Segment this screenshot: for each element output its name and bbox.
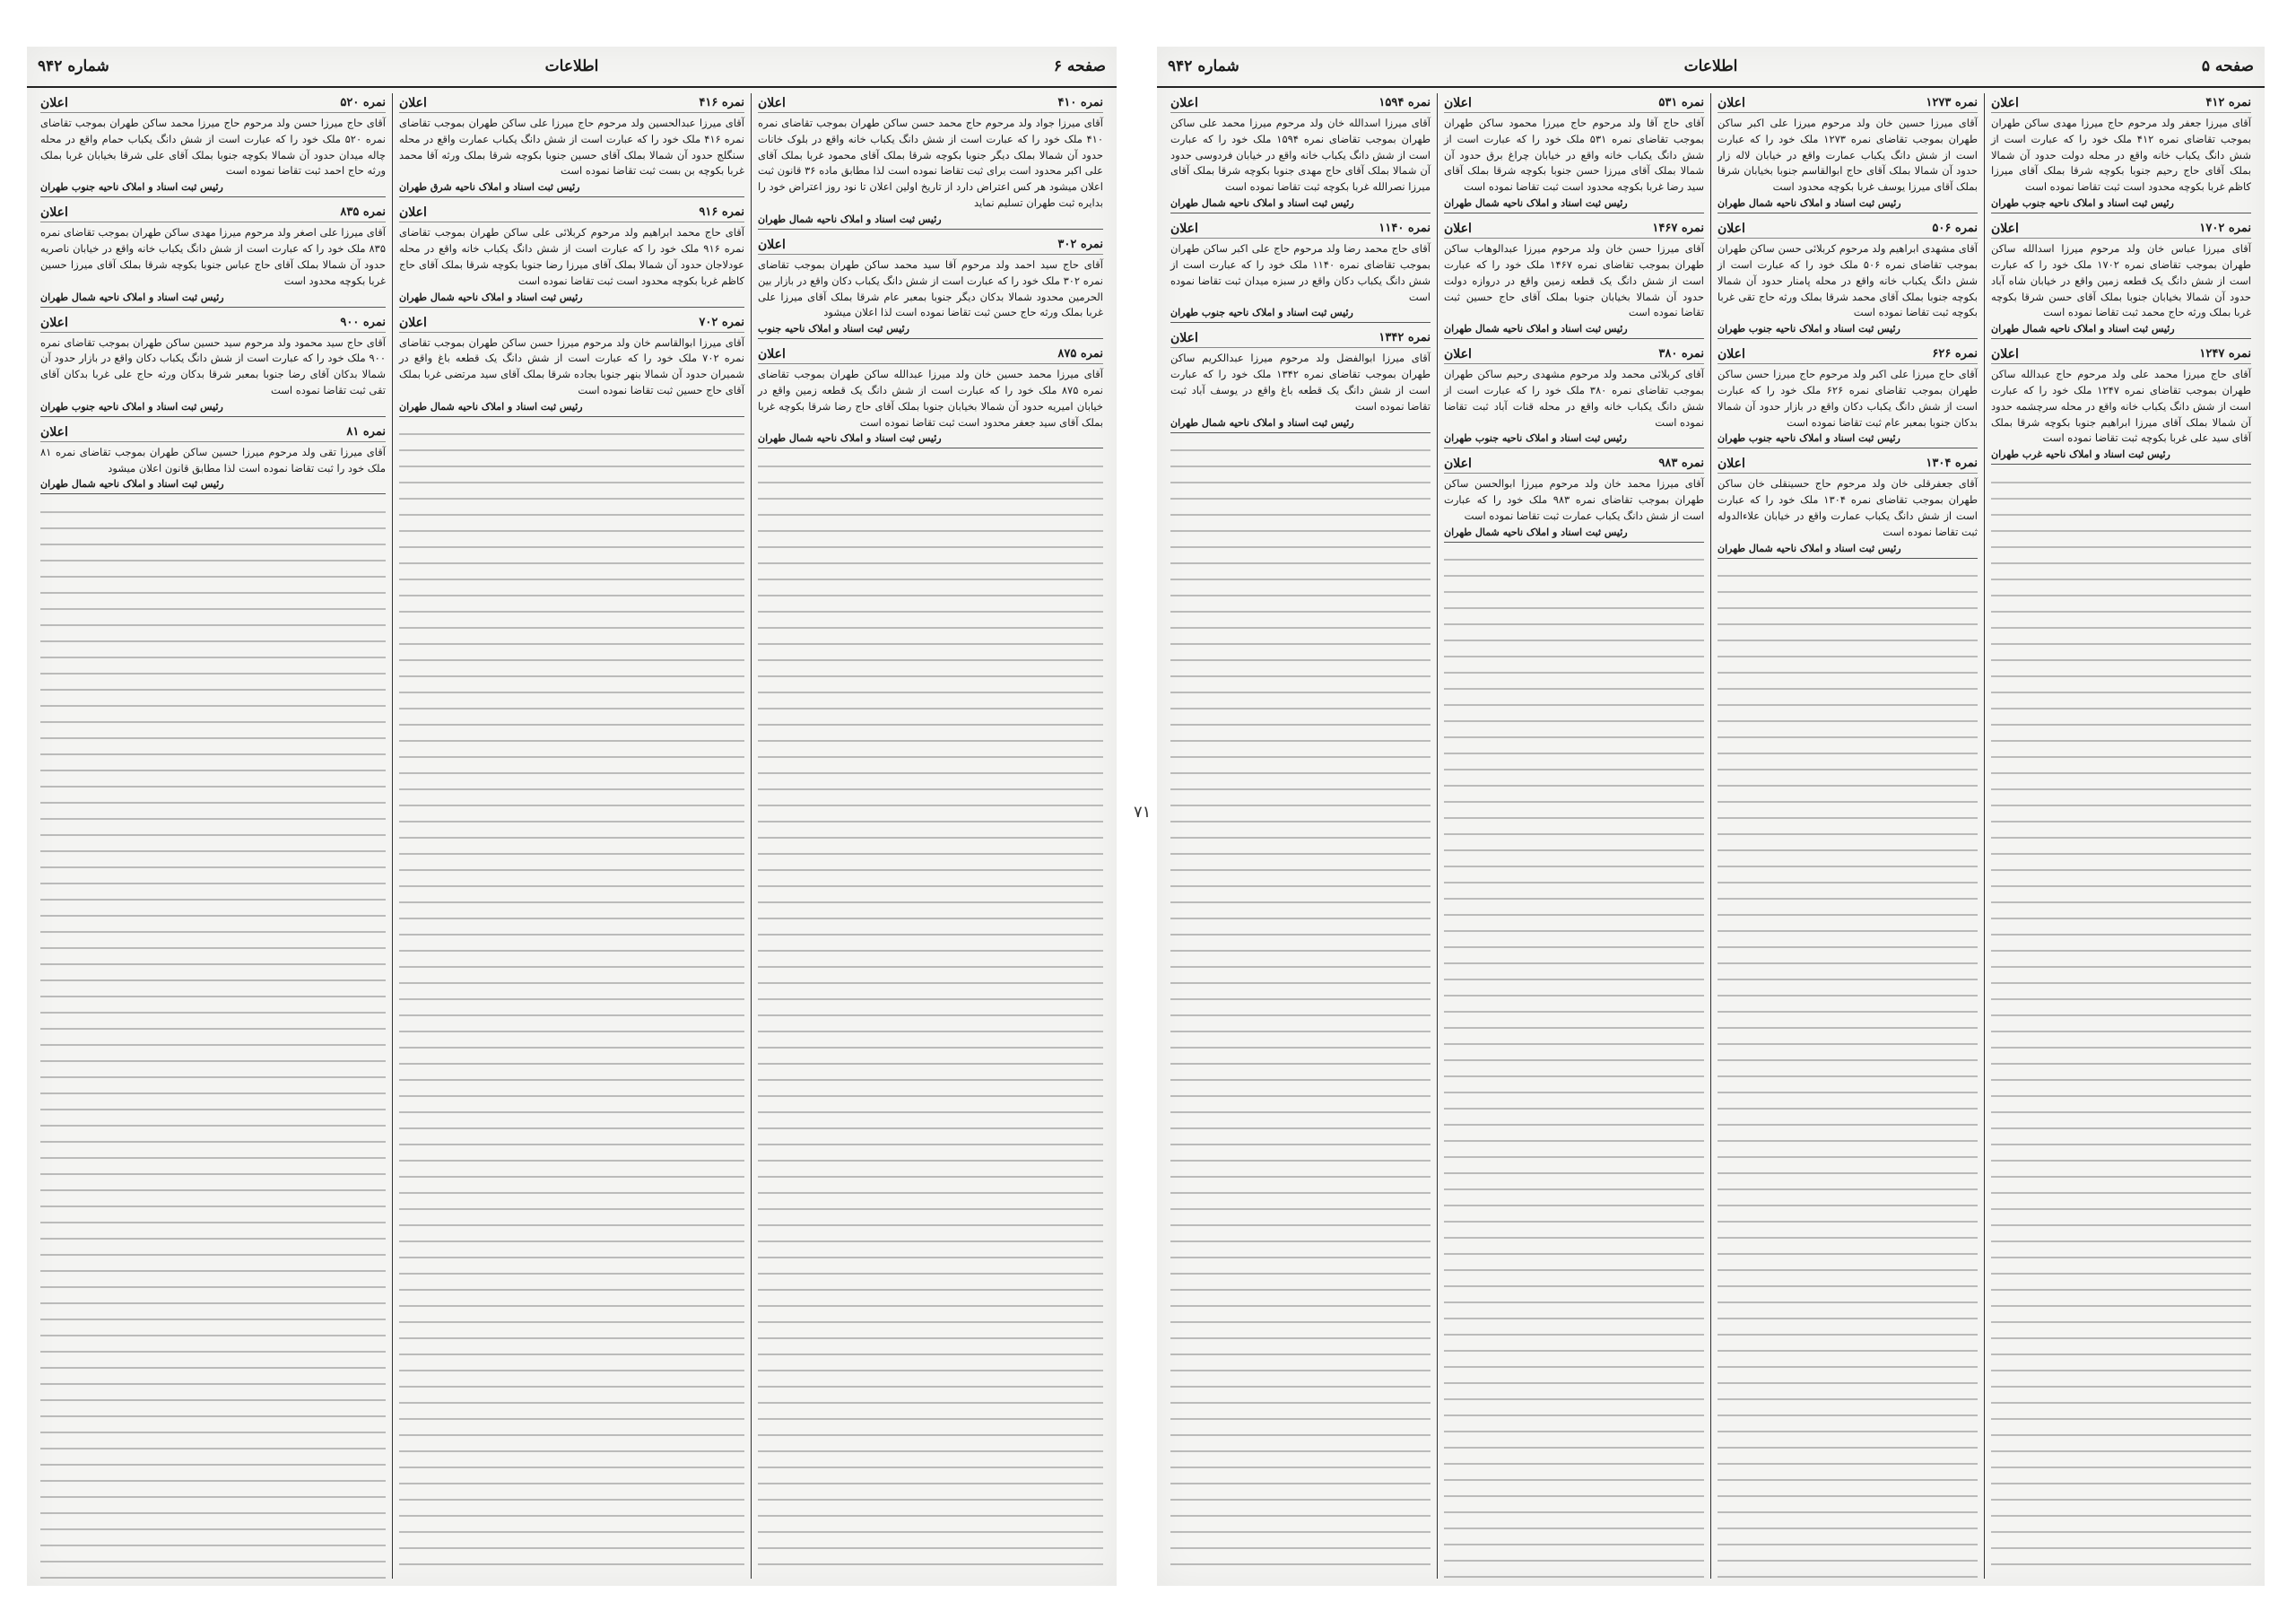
notice-number: نمره ۵۲۰ <box>340 96 386 109</box>
gutter-mark: ۷۱ <box>1134 803 1152 822</box>
notice-title: اعلان <box>1991 347 2019 362</box>
notice-header <box>1718 93 1978 113</box>
notice-header <box>40 422 386 442</box>
notice-number: نمره ۱۲۷۳ <box>1926 96 1978 109</box>
notice-header <box>40 203 386 222</box>
notice-signature: رئیس ثبت اسناد و املاک ناحیه شمال طهران <box>758 213 942 225</box>
newspaper-title: اطلاعات <box>1683 57 1738 75</box>
notice-title: اعلان <box>1170 96 1198 110</box>
notice-title: اعلان <box>758 237 786 252</box>
notice-header <box>758 344 1103 364</box>
legal-notice <box>1444 219 1704 339</box>
notice-signature: رئیس ثبت اسناد و املاک ناحیه شمال طهران <box>1991 323 2175 335</box>
notice-body: آقای میرزا تقی ولد مرحوم میرزا حسین ساکن طهران بموجب تقاضای نمره ۸۱ ملک خود را ثبت تقاضا نموده است لذا مطابق قانون اعلان میشود <box>40 445 386 474</box>
dense-print-texture <box>758 457 1103 1579</box>
notice-signature: رئیس ثبت اسناد و املاک ناحیه شمال طهران <box>1718 197 1901 210</box>
notice-signature: رئیس ثبت اسناد و املاک ناحیه جنوب طهران <box>1718 432 1900 445</box>
notice-title: اعلان <box>1444 457 1472 472</box>
notice-header <box>1718 219 1978 239</box>
legal-notice <box>1444 454 1704 542</box>
notice-signature: رئیس ثبت اسناد و املاک ناحیه شمال طهران <box>1170 197 1354 210</box>
dense-print-texture <box>40 503 386 1579</box>
notice-title: اعلان <box>758 347 786 362</box>
notice-signature: رئیس ثبت اسناد و املاک ناحیه جنوب طهران <box>1444 432 1627 445</box>
notice-header <box>758 93 1103 113</box>
page-header <box>1157 47 2265 88</box>
notice-number: نمره ۵۳۱ <box>1658 96 1704 109</box>
notice-signature: رئیس ثبت اسناد و املاک ناحیه جنوب طهران <box>1991 197 2174 210</box>
notice-body: آقای حاج محمد رضا ولد مرحوم حاج علی اکبر ساکن طهران بموجب تقاضای نمره ۱۱۴۰ ملک خود را که عبارت است از شش دانگ یکباب دکان واقع در سبزه میدان ثبت تقاضا نموده است <box>1170 242 1431 303</box>
notice-signature: رئیس ثبت اسناد و املاک ناحیه جنوب طهران <box>1718 323 1900 335</box>
notice-title: اعلان <box>1718 457 1745 472</box>
notice-signature: رئیس ثبت اسناد و املاک ناحیه شمال طهران <box>1444 323 1628 335</box>
notice-number: نمره ۱۳۴۲ <box>1378 331 1431 345</box>
notice-title: اعلان <box>40 205 68 221</box>
notice-title: اعلان <box>1444 222 1472 237</box>
notice-number: نمره ۸۳۵ <box>340 205 386 220</box>
newspaper-column <box>1437 93 1710 1579</box>
notice-title: اعلان <box>399 96 427 110</box>
notice-header <box>1444 454 1704 474</box>
legal-notice <box>1718 219 1978 339</box>
notice-header <box>1444 219 1704 239</box>
notice-header <box>399 93 744 113</box>
notice-body: آقای میرزا جواد ولد مرحوم حاج محمد حسن ساکن طهران بموجب تقاضای نمره ۴۱۰ ملک خود را که عبارت است از شش دانگ یکباب خانه واقع در بلوک خانات حدود آن شمالا بملک دیگر جنوبا بکوچه شرقا بملک آقای محمود غربا بملک آقای علی اکبر محدود است برای ثبت تقاضا نموده است لذا مطابق ماده ۳۶ قانون ثبت اعلان میشود هر کس اعتراض دارد از تاریخ اولین اعلان تا نود روز اعتراض خود را بدایره ثبت طهران تسلیم نماید <box>758 117 1103 210</box>
legal-notice <box>1170 93 1431 213</box>
notice-number: نمره ۱۷۰۲ <box>2199 222 2251 236</box>
legal-notice <box>40 203 386 307</box>
issue-number: شماره ۹۴۲ <box>38 57 109 75</box>
page-number: صفحه ۶ <box>1053 57 1106 75</box>
notice-number: نمره ۹۸۳ <box>1658 457 1704 471</box>
notice-body: آقای میرزا محمد خان ولد مرحوم میرزا ابوالحسن ساکن طهران بموجب تقاضای نمره ۹۸۳ ملک خود را که عبارت است از شش دانگ یکباب عمارت ثبت تقاضا نموده است <box>1444 477 1704 522</box>
notice-body: آقای حاج میرزا حسن ولد مرحوم حاج میرزا محمد ساکن طهران بموجب تقاضای نمره ۵۲۰ ملک خود را که عبارت است از شش دانگ یکباب حمام واقع در محله چاله میدان حدود آن شمالا بکوچه جنوبا بملک آقای علی شرقا بخیابان غربا بملک ورثه حاج احمد ثبت تقاضا نموده است <box>40 117 387 178</box>
notice-number: نمره ۸۱ <box>346 424 386 439</box>
notice-body: آقای مشهدی ابراهیم ولد مرحوم کربلائی حسن ساکن طهران بموجب تقاضای نمره ۵۰۶ ملک خود را که عبارت است از شش دانگ یکباب خانه واقع در محله پامنار حدود آن شمالا بکوچه جنوبا بملک آقای محمد شرقا بملک ورثه حاج تقی غربا بکوچه ثبت تقاضا نموده است <box>1718 242 1979 319</box>
legal-notice <box>40 422 386 495</box>
page-number: صفحه ۵ <box>2201 57 2254 75</box>
notice-body: آقای میرزا عباس خان ولد مرحوم میرزا اسدالله ساکن طهران بموجب تقاضای نمره ۱۷۰۲ ملک خود را که عبارت است از شش دانگ یک قطعه زمین واقع در خیابان شاه آباد حدود آن شمالا بخیابان جنوبا بملک آقای حسن شرقا بکوچه غربا بملک ورثه حاج محمد ثبت تقاضا نموده است <box>1991 242 2251 319</box>
notice-header <box>1170 328 1431 348</box>
notice-number: نمره ۱۵۹۴ <box>1378 96 1431 109</box>
legal-notice <box>1991 344 2251 465</box>
notice-signature: رئیس ثبت اسناد و املاک ناحیه شمال طهران <box>40 291 224 303</box>
notice-header <box>1170 93 1431 113</box>
notice-signature: رئیس ثبت اسناد و املاک ناحیه جنوب طهران <box>1170 307 1353 319</box>
notice-body: آقای میرزا محمد حسین خان ولد میرزا عبدالله ساکن طهران بموجب تقاضای نمره ۸۷۵ ملک خود را که عبارت است از شش دانگ یک قطعه زمین واقع در خیابان امیریه حدود آن شمالا بخیابان جنوبا بملک آقای حاج رضا شرقا بکوچه غربا بملک آقای سید جعفر محدود است ثبت تقاضا نموده است <box>758 368 1104 429</box>
notice-body: آقای حاج میرزا علی اکبر ولد مرحوم حاج میرزا حسن ساکن طهران بموجب تقاضای نمره ۶۲۶ ملک خود را که عبارت است از شش دانگ یکباب دکان واقع در بازار حدود آن شمالا بدکان جنوبا بمعبر عام ثبت تقاضا نموده است <box>1718 368 1978 429</box>
notice-header <box>1991 219 2251 239</box>
newspaper-column <box>392 93 751 1579</box>
notice-header <box>1444 93 1704 113</box>
notice-title: اعلان <box>399 205 427 221</box>
notice-header <box>399 313 744 333</box>
notice-number: نمره ۹۱۶ <box>699 205 744 220</box>
notice-header <box>758 235 1103 255</box>
notice-body: آقای میرزا اسدالله خان ولد مرحوم میرزا محمد علی ساکن طهران بموجب تقاضای نمره ۱۵۹۴ ملک خود را که عبارت است از شش دانگ یکباب خانه واقع در خیابان فردوسی حدود آن شمالا بملک آقای حاج مهدی جنوبا بکوچه شرقا بملک آقای میرزا نصرالله غربا بکوچه ثبت تقاضا نموده است <box>1170 117 1431 194</box>
legal-notice <box>1170 328 1431 432</box>
notice-header <box>1718 344 1978 364</box>
column-group <box>1164 93 2257 1579</box>
notice-title: اعلان <box>40 424 68 440</box>
notice-number: نمره ۹۰۰ <box>340 315 386 329</box>
notice-body: آقای حاج آقا ولد مرحوم حاج میرزا محمود ساکن طهران بموجب تقاضای نمره ۵۳۱ ملک خود را که عبارت است از شش دانگ یکباب خانه واقع در خیابان چراغ برق حدود آن شمالا بملک آقای میرزا حسن جنوبا بکوچه شرقا بملک آقای سید رضا غربا بکوچه محدود است ثبت تقاضا نموده است <box>1444 117 1705 194</box>
notice-body: آقای جعفرقلی خان ولد مرحوم حاج حسینقلی خان ساکن طهران بموجب تقاضای نمره ۱۳۰۴ ملک خود را که عبارت است از شش دانگ یکباب عمارت واقع در خیابان علاءالدوله ثبت تقاضا نموده است <box>1718 477 1978 538</box>
legal-notice <box>1718 344 1978 448</box>
notice-header <box>1444 344 1704 364</box>
notice-title: اعلان <box>1718 96 1745 110</box>
notice-body: آقای میرزا حسن خان ولد مرحوم میرزا عبدالوهاب ساکن طهران بموجب تقاضای نمره ۱۴۶۷ ملک خود را که عبارت است از شش دانگ یک قطعه زمین واقع در دروازه دولت حدود آن شمالا بخیابان جنوبا بملک آقای حاج حسین ثبت تقاضا نموده است <box>1444 242 1704 319</box>
column-group <box>34 93 1109 1579</box>
notice-number: نمره ۱۲۴۷ <box>2199 347 2251 361</box>
notice-header <box>1991 344 2251 364</box>
notice-title: اعلان <box>1170 222 1198 237</box>
notice-title: اعلان <box>1718 347 1745 362</box>
dense-print-texture <box>399 425 744 1579</box>
dense-print-texture <box>1444 551 1704 1579</box>
notice-number: نمره ۴۱۲ <box>2205 96 2251 109</box>
legal-notice <box>1718 454 1978 558</box>
notice-signature: رئیس ثبت اسناد و املاک ناحیه جنوب طهران <box>40 400 223 413</box>
notice-number: نمره ۱۴۶۷ <box>1652 222 1704 236</box>
notice-number: نمره ۳۸۰ <box>1658 347 1704 361</box>
notice-title: اعلان <box>758 96 786 110</box>
notice-body: آقای میرزا ابوالفضل ولد مرحوم میرزا عبدالکریم ساکن طهران بموجب تقاضای نمره ۱۳۴۲ ملک خود را که عبارت است از شش دانگ یک قطعه باغ واقع در یوسف آباد ثبت تقاضا نموده است <box>1170 352 1431 413</box>
notice-title: اعلان <box>1991 96 2019 110</box>
legal-notice <box>1444 344 1704 448</box>
legal-notice <box>758 344 1103 448</box>
notice-signature: رئیس ثبت اسناد و املاک ناحیه شمال طهران <box>399 400 583 413</box>
legal-notice <box>40 313 386 417</box>
notice-header <box>399 203 744 222</box>
right-newspaper-page <box>1157 47 2265 1586</box>
notice-number: نمره ۵۰۶ <box>1932 222 1978 236</box>
notice-header <box>40 313 386 333</box>
notice-body: آقای حاج سید احمد ولد مرحوم آقا سید محمد ساکن طهران بموجب تقاضای نمره ۳۰۲ ملک خود را که عبارت است از شش دانگ یکباب دکان واقع در بازار بین الحرمین محدود شمالا بدکان دیگر جنوبا بمعبر عام شرقا بملک آقای میرزا علی غربا بملک ورثه حاج حسن ثبت تقاضا نموده است لذا اعلان میشود <box>758 257 1104 319</box>
notice-body: آقای حاج محمد ابراهیم ولد مرحوم کربلائی علی ساکن طهران بموجب تقاضای نمره ۹۱۶ ملک خود را که عبارت است از شش دانگ یکباب خانه واقع در محله عودلاجان حدود آن شمالا بملک آقای میرزا رضا جنوبا بکوچه شرقا بملک آقای حاج کاظم غربا بکوچه محدود است ثبت تقاضا نموده است <box>399 226 745 287</box>
notice-title: اعلان <box>40 96 68 110</box>
legal-notice <box>1991 93 2251 213</box>
newspaper-column <box>1984 93 2257 1579</box>
notice-body: آقای میرزا جعفر ولد مرحوم حاج میرزا مهدی ساکن طهران بموجب تقاضای نمره ۴۱۲ ملک خود را که عبارت است از شش دانگ یکباب خانه واقع در محله دولت حدود آن شمالا بملک آقای حاج رحیم جنوبا بکوچه شرقا بملک آقای میرزا کاظم غربا بکوچه محدود است ثبت تقاضا نموده است <box>1991 117 2252 194</box>
legal-notice <box>399 313 744 417</box>
notice-title: اعلان <box>40 315 68 330</box>
notice-number: نمره ۳۰۲ <box>1057 237 1103 251</box>
notice-number: نمره ۴۱۰ <box>1057 96 1103 109</box>
notice-title: اعلان <box>1991 222 2019 237</box>
notice-body: آقای حاج میرزا محمد علی ولد مرحوم حاج عبدالله ساکن طهران بموجب تقاضای نمره ۱۲۴۷ ملک خود را که عبارت است از شش دانگ یکباب خانه واقع در محله سرچشمه حدود آن شمالا بملک آقای میرزا ابراهیم جنوبا بکوچه شرقا بملک آقای سید علی غربا بکوچه ثبت تقاضا نموده است <box>1991 368 2251 445</box>
legal-notice <box>1444 93 1704 213</box>
notice-header <box>40 93 386 113</box>
issue-number: شماره ۹۴۲ <box>1168 57 1239 75</box>
notice-number: نمره ۷۰۲ <box>699 315 744 329</box>
notice-body: آقای میرزا علی اصغر ولد مرحوم میرزا مهدی ساکن طهران بموجب تقاضای نمره ۸۳۵ ملک خود را که عبارت است از شش دانگ یکباب خانه واقع در خیابان ناصریه حدود آن شمالا بملک آقای حاج عباس جنوبا بکوچه شرقا بملک آقای میرزا حسین غربا بکوچه محدود است <box>40 226 386 287</box>
legal-notice <box>1991 219 2251 339</box>
newspaper-column <box>34 93 392 1579</box>
notice-signature: رئیس ثبت اسناد و املاک ناحیه شمال طهران <box>758 432 942 445</box>
dense-print-texture <box>1991 474 2251 1579</box>
notice-signature: رئیس ثبت اسناد و املاک ناحیه شمال طهران <box>1444 197 1628 210</box>
left-newspaper-page <box>27 47 1117 1586</box>
legal-notice <box>399 203 744 307</box>
notice-title: اعلان <box>399 315 427 330</box>
notice-signature: رئیس ثبت اسناد و املاک ناحیه جنوب طهران <box>40 181 223 194</box>
newspaper-column <box>1710 93 1984 1579</box>
legal-notice <box>1718 93 1978 213</box>
notice-header <box>1170 219 1431 239</box>
notice-title: اعلان <box>1718 222 1745 237</box>
notice-title: اعلان <box>1444 96 1472 110</box>
newspaper-title: اطلاعات <box>544 57 599 75</box>
legal-notice <box>1170 219 1431 323</box>
notice-header <box>1718 454 1978 474</box>
legal-notice <box>758 93 1103 230</box>
legal-notice <box>399 93 744 197</box>
newspaper-column <box>1164 93 1437 1579</box>
dense-print-texture <box>1718 567 1978 1579</box>
notice-signature: رئیس ثبت اسناد و املاک ناحیه جنوب <box>758 323 909 335</box>
notice-signature: رئیس ثبت اسناد و املاک ناحیه شمال طهران <box>399 291 583 303</box>
notice-signature: رئیس ثبت اسناد و املاک ناحیه شمال طهران <box>1444 526 1628 538</box>
dense-print-texture <box>1170 441 1431 1579</box>
notice-number: نمره ۱۱۴۰ <box>1378 222 1431 236</box>
notice-signature: رئیس ثبت اسناد و املاک ناحیه شمال طهران <box>1718 542 1901 554</box>
notice-signature: رئیس ثبت اسناد و املاک ناحیه شمال طهران <box>1170 416 1354 429</box>
notice-number: نمره ۱۳۰۴ <box>1926 457 1978 471</box>
notice-body: آقای میرزا حسین خان ولد مرحوم میرزا علی اکبر ساکن طهران بموجب تقاضای نمره ۱۲۷۳ ملک خود را که عبارت است از شش دانگ یکباب عمارت واقع در خیابان لاله زار حدود آن شمالا بملک آقای حاج ابوالقاسم جنوبا بخیابان شرقا بملک آقای میرزا یوسف غربا بکوچه محدود است <box>1718 117 1978 194</box>
legal-notice <box>40 93 386 197</box>
notice-number: نمره ۸۷۵ <box>1057 347 1103 361</box>
notice-title: اعلان <box>1444 347 1472 362</box>
notice-signature: رئیس ثبت اسناد و املاک ناحیه شمال طهران <box>40 478 224 491</box>
notice-body: آقای میرزا عبدالحسین ولد مرحوم حاج میرزا علی ساکن طهران بموجب تقاضای نمره ۴۱۶ ملک خود را که عبارت است از شش دانگ یکباب عمارت واقع در محله سنگلج حدود آن شمالا بملک آقای حسین جنوبا بکوچه شرقا بملک ورثه آقا محمد غربا بکوچه بن بست ثبت تقاضا نموده است <box>399 117 744 178</box>
notice-body: آقای میرزا ابوالقاسم خان ولد مرحوم میرزا حسن ساکن طهران بموجب تقاضای نمره ۷۰۲ ملک خود را که عبارت است از شش دانگ یک قطعه باغ واقع در شمیران حدود آن شمالا بنهر جنوبا بجاده شرقا بملک آقای سید مرتضی غربا بملک آقای حاج حسین ثبت تقاضا نموده است <box>399 335 745 396</box>
notice-title: اعلان <box>1170 331 1198 346</box>
notice-number: نمره ۴۱۶ <box>699 96 744 109</box>
notice-signature: رئیس ثبت اسناد و املاک ناحیه غرب طهران <box>1991 448 2170 461</box>
notice-header <box>1991 93 2251 113</box>
notice-body: آقای کربلائی محمد ولد مرحوم مشهدی رحیم ساکن طهران بموجب تقاضای نمره ۳۸۰ ملک خود را که عبارت است از شش دانگ یکباب خانه واقع در محله قنات آباد ثبت تقاضا نموده است <box>1444 368 1705 429</box>
notice-signature: رئیس ثبت اسناد و املاک ناحیه شرق طهران <box>399 181 580 194</box>
page-header <box>27 47 1117 88</box>
notice-body: آقای حاج سید محمود ولد مرحوم سید حسین ساکن طهران بموجب تقاضای نمره ۹۰۰ ملک خود را که عبارت است از شش دانگ یکباب دکان واقع در بازار حدود آن شمالا بدکان آقای رضا جنوبا بمعبر شرقا بدکان ورثه حاج علی غربا بدکان آقای تقی ثبت تقاضا نموده است <box>40 335 386 396</box>
legal-notice <box>758 235 1103 339</box>
notice-number: نمره ۶۲۶ <box>1932 347 1978 361</box>
newspaper-column <box>751 93 1109 1579</box>
